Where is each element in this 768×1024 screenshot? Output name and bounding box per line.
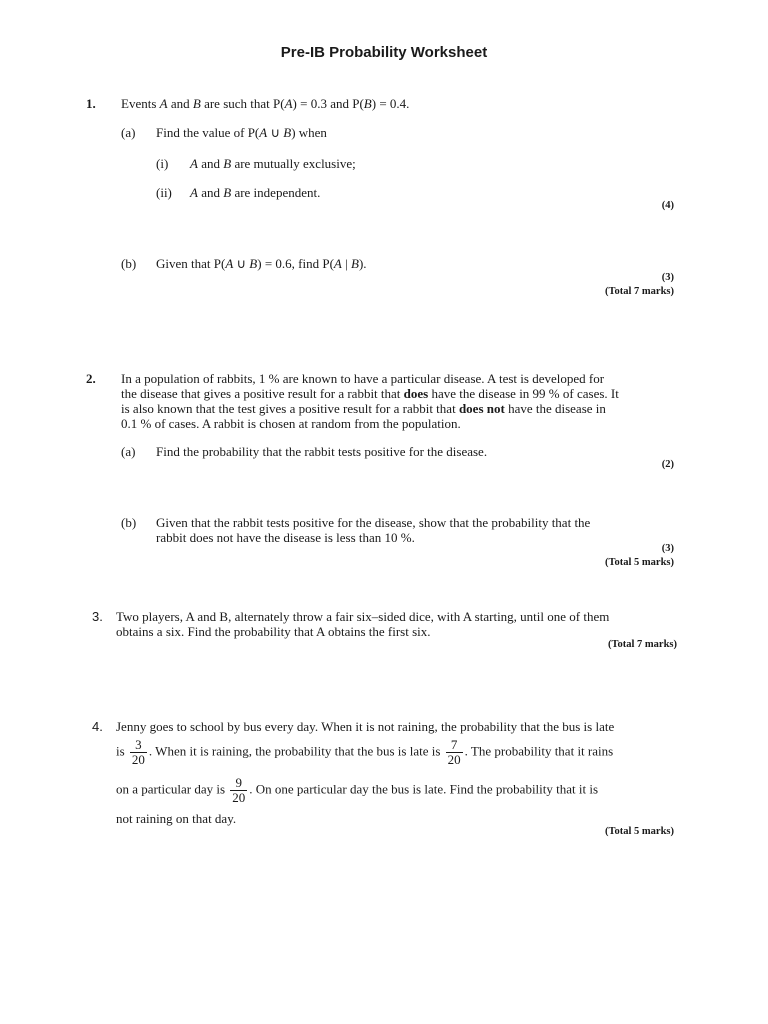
- question-2a-label: (a): [121, 444, 136, 459]
- fraction-7-over-20: $\frac{7}{20}$: [447, 737, 461, 767]
- question-2a-marks: (2): [661, 459, 674, 470]
- question-4-total-marks: (Total 5 marks): [604, 826, 674, 837]
- question-1a-label: (a): [121, 125, 136, 140]
- question-1a-ii-label: (ii): [156, 185, 172, 200]
- question-1-number: 1.: [86, 96, 96, 111]
- worksheet-title: Pre-IB Probability Worksheet: [280, 44, 488, 61]
- question-4-line-2: is $\frac{3}{20}$ . When it is raining, the probability that the bus is late is $\frac{7}{20}$ . The probability that it rains: [116, 737, 614, 767]
- question-3-total-marks: (Total 7 marks): [607, 639, 677, 650]
- fraction-3-over-20: $\frac{3}{20}$: [131, 737, 145, 767]
- question-4-line-4: not raining on that day.: [116, 811, 237, 826]
- question-1-total-marks: (Total 7 marks): [604, 286, 674, 297]
- question-4-line-1: Jenny goes to school by bus every day. When it is not raining, the probability that the bus is late: [116, 719, 615, 734]
- question-2a-text: Find the probability that the rabbit tests positive for the disease.: [156, 444, 488, 459]
- question-4-number: 4.: [92, 719, 103, 734]
- question-2b-text: Given that the rabbit tests positive for the disease, show that the probability that the rabbit does not have the disease is less than 10 %.: [156, 515, 591, 545]
- question-1a-text: Find the value of P(A ∪ B) when: [156, 125, 327, 140]
- question-1b-marks: (3): [661, 272, 674, 283]
- question-2b-label: (b): [121, 515, 137, 530]
- question-2-stem: In a population of rabbits, 1 % are known to have a particular disease. A test is developed for the disease that gives a positive result for a rabbit that does have the disease in 99 % of cases. It is also known that the test gives a positive result for a rabbit that does not have the disease in 0.1 % of cases. A rabbit is chosen at random from the population.: [121, 371, 619, 431]
- question-1-stem: Events A and B are such that P(A) = 0.3 and P(B) = 0.4.: [121, 96, 410, 111]
- question-1a-ii-text: A and B are independent.: [190, 185, 321, 200]
- fraction-9-over-20: $\frac{9}{20}$: [232, 775, 246, 805]
- question-3-text: Two players, A and B, alternately throw a fair six–sided dice, with A starting, until one of them obtains a six. Find the probability that A obtains the first six.: [116, 609, 610, 639]
- question-4-line-3: on a particular day is $\frac{9}{20}$ . On one particular day the bus is late. Find the probability that it is: [116, 775, 599, 805]
- question-3-number: 3.: [92, 609, 103, 624]
- question-2-total-marks: (Total 5 marks): [604, 557, 674, 568]
- question-1b-text: Given that P(A ∪ B) = 0.6, find P(A | B).: [156, 256, 367, 271]
- question-1a-marks: (4): [661, 200, 674, 211]
- question-1a-i-label: (i): [156, 156, 169, 171]
- question-1a-i-text: A and B are mutually exclusive;: [190, 156, 356, 171]
- question-1b-label: (b): [121, 256, 137, 271]
- question-2b-marks: (3): [661, 543, 674, 554]
- question-2-number: 2.: [86, 371, 96, 386]
